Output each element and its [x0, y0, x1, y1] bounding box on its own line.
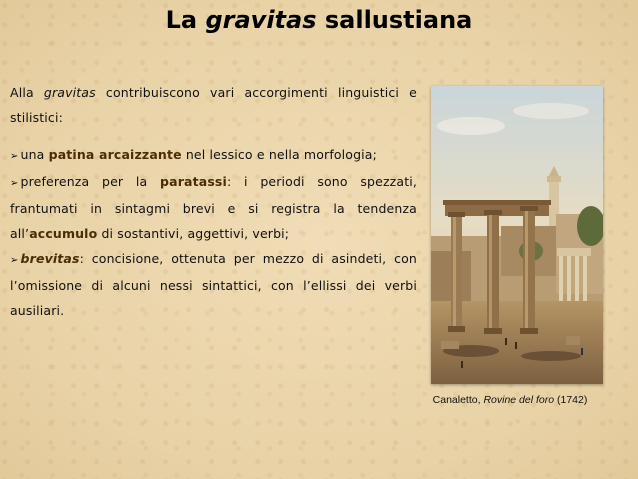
ruins-illustration: [431, 86, 603, 384]
title-italic: gravitas: [205, 6, 317, 34]
arrow-bullet-icon: ➢: [10, 151, 19, 162]
painting-image: [431, 86, 603, 384]
bullet-item: ➢ preferenza per la paratassi: i periodi sono spezzati, frantumati in sintagmi brevi e si registra la tendenza all’accumulo di sostantivi, aggettivi, verbi;: [10, 174, 417, 241]
arrow-bullet-icon: ➢: [10, 255, 19, 266]
arrow-bullet-icon: ➢: [10, 178, 19, 189]
bullet-item: ➢ una patina arcaizzante nel lessico e nella morfologia;: [10, 147, 377, 162]
page-title: La gravitas sallustiana: [165, 6, 473, 34]
painting-caption: Canaletto, Rovine del foro (1742): [432, 394, 588, 406]
intro-paragraph: Alla gravitas contribuiscono vari accorgimenti linguistici e stilistici:: [10, 85, 417, 125]
bullet-item: ➢ brevitas: concisione, ottenuta per mezzo di asindeti, con l’omissione di alcuni nessi sintattici, con l’ellissi dei verbi ausiliari.: [10, 251, 417, 318]
body-text: [10, 80, 417, 323]
